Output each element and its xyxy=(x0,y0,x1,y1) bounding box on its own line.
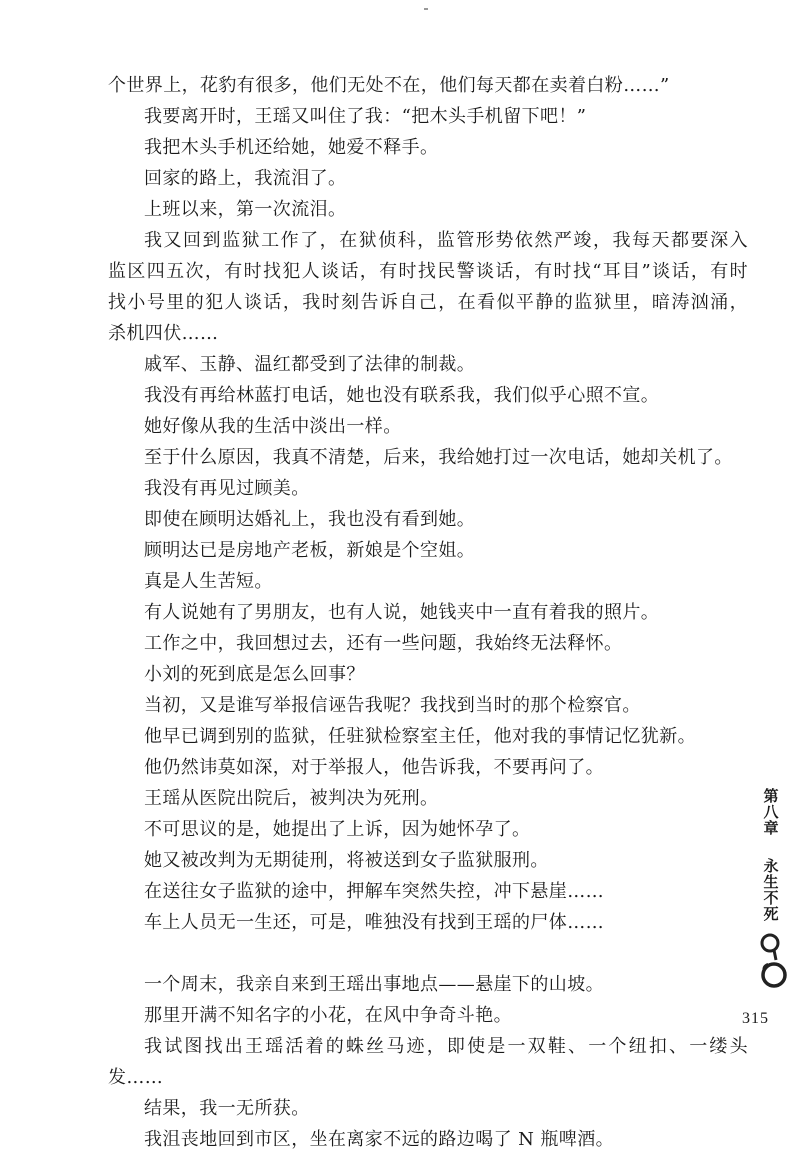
text-line: 不可思议的是，她提出了上诉，因为她怀孕了。 xyxy=(144,819,531,840)
text-line: 监区四五次，有时找犯人谈话，有时找民警谈话，有时找“耳目”谈话，有时 xyxy=(108,261,748,282)
text-line: 当初，又是谁写举报信诬告我呢？我找到当时的那个检察官。 xyxy=(144,695,641,716)
text-line: 他早已调到别的监狱，任驻狱检察室主任，他对我的事情记忆犹新。 xyxy=(144,726,696,747)
text-line: 我试图找出王瑶活着的蛛丝马迹，即使是一双鞋、一个纽扣、一缕头 xyxy=(144,1036,748,1057)
paragraph-gap xyxy=(108,938,748,969)
chapter-title: 永生不死 xyxy=(763,857,779,923)
handcuffs-icon xyxy=(752,930,792,992)
text-line: 我要离开时，王瑶又叫住了我：“把木头手机留下吧！” xyxy=(144,106,587,127)
text-line: 真是人生苦短。 xyxy=(144,571,273,592)
text-line: 结果，我一无所获。 xyxy=(144,1098,310,1119)
page-number: 315 xyxy=(742,1010,769,1027)
text-line: 我没有再给林蓝打电话，她也没有联系我，我们似乎心照不宣。 xyxy=(144,385,660,406)
text-line: 我又回到监狱工作了，在狱侦科，监管形势依然严竣，我每天都要深入 xyxy=(144,230,748,251)
text-line: 上班以来，第一次流泪。 xyxy=(144,199,347,220)
text-line: 车上人员无一生还，可是，唯独没有找到王瑶的尸体…… xyxy=(144,912,604,933)
body-text xyxy=(108,70,748,1155)
text-line: 她又被改判为无期徒刑，将被送到女子监狱服刑。 xyxy=(144,850,549,871)
text-line: 我沮丧地回到市区，坐在离家不远的路边喝了 N 瓶啤酒。 xyxy=(144,1129,614,1150)
text-line: 我没有再见过顾美。 xyxy=(144,478,310,499)
text-line: 工作之中，我回想过去，还有一些问题，我始终无法释怀。 xyxy=(144,633,623,654)
text-line: 发…… xyxy=(108,1067,164,1088)
text-line: 有人说她有了男朋友，也有人说，她钱夹中一直有着我的照片。 xyxy=(144,602,660,623)
text-line: 顾明达已是房地产老板，新娘是个空姐。 xyxy=(144,540,476,561)
text-line: 至于什么原因，我真不清楚，后来，我给她打过一次电话，她却关机了。 xyxy=(144,447,733,468)
text-line: 王瑶从医院出院后，被判决为死刑。 xyxy=(144,788,439,809)
text-line: 她好像从我的生活中淡出一样。 xyxy=(144,416,402,437)
text-line: 戚军、玉静、温红都受到了法律的制裁。 xyxy=(144,354,476,375)
text-line: 那里开满不知名字的小花，在风中争奇斗艳。 xyxy=(144,1005,512,1026)
text-line: 他仍然讳莫如深，对于举报人，他告诉我，不要再问了。 xyxy=(144,757,604,778)
text-line: 我把木头手机还给她，她爱不释手。 xyxy=(144,137,439,158)
chapter-number: 第八章 xyxy=(763,787,779,837)
text-line: 杀机四伏…… xyxy=(108,323,219,344)
scan-mark xyxy=(424,8,428,10)
text-line: 即使在顾明达婚礼上，我也没有看到她。 xyxy=(144,509,476,530)
text-line: 个世界上，花豹有很多，他们无处不在，他们每天都在卖着白粉……” xyxy=(108,75,670,96)
text-line: 一个周末，我亲自来到王瑶出事地点——悬崖下的山坡。 xyxy=(144,974,604,995)
text-line: 在送往女子监狱的途中，押解车突然失控，冲下悬崖…… xyxy=(144,881,604,902)
text-line: 找小号里的犯人谈话，我时刻告诉自己，在看似平静的监狱里，暗涛汹涌， xyxy=(108,292,748,313)
text-line: 小刘的死到底是怎么回事？ xyxy=(144,664,365,685)
text-line: 回家的路上，我流泪了。 xyxy=(144,168,347,189)
